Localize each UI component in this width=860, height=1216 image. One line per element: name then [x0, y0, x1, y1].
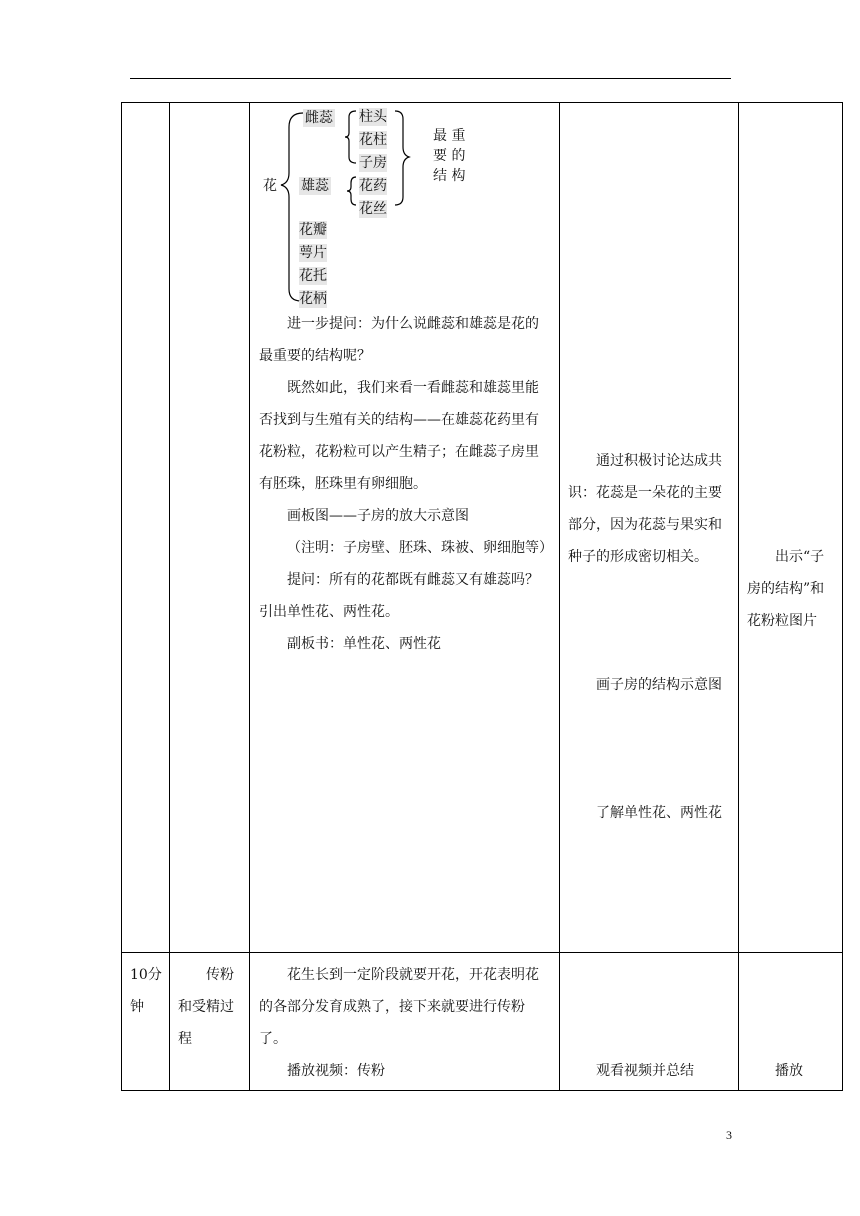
media-cell: [739, 103, 843, 953]
diagram-receptacle-label: 花托: [299, 268, 327, 284]
diagram-sepal-label: 萼片: [299, 245, 327, 261]
lesson-plan-table: [121, 102, 843, 1091]
paragraph: 画子房的结构示意图: [596, 677, 722, 693]
diagram-ovary-label: 子房: [359, 155, 387, 171]
paragraph: 播放视频：传粉: [287, 1063, 385, 1079]
diagram-note-line3: 结 构: [433, 168, 466, 184]
header-rule: [130, 78, 731, 79]
stage-text: 传粉和受精过程: [178, 967, 234, 1047]
paragraph: 提问：所有的花都既有雌蕊又有雄蕊吗？引出单性花、两性花。: [259, 572, 539, 620]
paragraph: 播放: [775, 1063, 803, 1079]
time-text: 10分钟: [130, 967, 162, 1015]
table-row: [122, 103, 843, 953]
diagram-anther-label: 花药: [359, 178, 387, 194]
diagram-note-line2: 要 的: [433, 148, 466, 164]
student-activity-cell: [560, 953, 739, 1091]
diagram-stigma-label: 柱头: [359, 109, 387, 125]
paragraph: （注明：子房壁、胚珠、珠被、卵细胞等）: [287, 540, 553, 556]
table-row: [122, 953, 843, 1091]
paragraph: 既然如此，我们来看一看雌蕊和雄蕊里能否找到与生殖有关的结构——在雄蕊花药里有花粉粒，花粉粒可以产生精子；在雌蕊子房里有胚珠，胚珠里有卵细胞。: [259, 380, 539, 492]
teacher-activity-cell: [250, 103, 560, 953]
paragraph: 了解单性花、两性花: [596, 805, 722, 821]
diagram-note-line1: 最 重: [433, 128, 466, 144]
diagram-petal-label: 花瓣: [299, 222, 327, 238]
paragraph: 出示“子房的结构”和花粉粒图片: [747, 549, 825, 629]
media-cell: [739, 953, 843, 1091]
student-activity-cell: [560, 103, 739, 953]
diagram-flower-label: 花: [263, 178, 277, 194]
flower-structure-diagram: [259, 103, 551, 308]
diagram-pistil-label: 雌蕊: [305, 110, 333, 126]
diagram-stamen-label: 雄蕊: [301, 178, 329, 194]
teacher-activity-cell: [250, 953, 560, 1091]
page-number: 3: [726, 1128, 732, 1142]
stage-cell: [170, 953, 250, 1091]
paragraph: 副板书：单性花、两性花: [287, 636, 441, 652]
diagram-style-label: 花柱: [359, 132, 387, 148]
stage-cell: [170, 103, 250, 953]
diagram-pedicel-label: 花柄: [299, 291, 327, 307]
paragraph: 通过积极讨论达成共识：花蕊是一朵花的主要部分，因为花蕊与果实和种子的形成密切相关。: [568, 453, 722, 565]
diagram-filament-label: 花丝: [359, 201, 387, 217]
paragraph: 进一步提问：为什么说雌蕊和雄蕊是花的最重要的结构呢？: [259, 316, 539, 364]
paragraph: 观看视频并总结: [596, 1063, 694, 1079]
time-cell: [122, 953, 170, 1091]
time-cell: [122, 103, 170, 953]
paragraph: 花生长到一定阶段就要开花，开花表明花的各部分发育成熟了，接下来就要进行传粉了。: [259, 967, 539, 1047]
paragraph: 画板图——子房的放大示意图: [287, 508, 469, 524]
